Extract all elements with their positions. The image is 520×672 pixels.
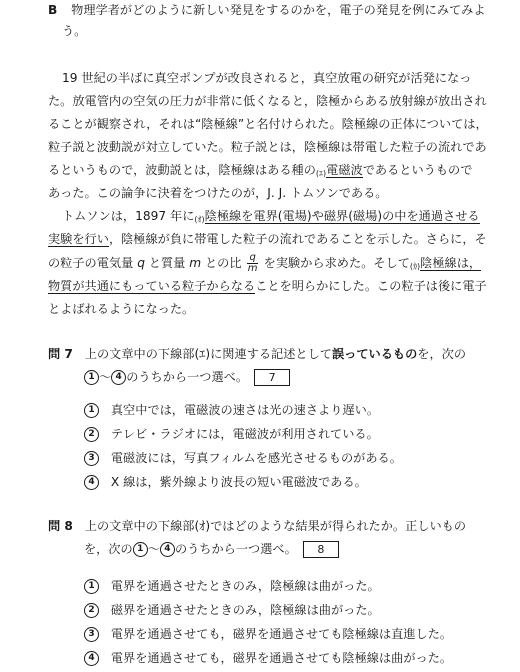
- passage-line: [62, 208, 480, 228]
- underlined-phrase-o-cont: 実験を行い: [48, 232, 109, 246]
- option-item[interactable]: [84, 600, 380, 620]
- passage-text: トムソンは，1897 年に: [62, 209, 195, 223]
- option-item[interactable]: [84, 448, 402, 468]
- option-text: 電界を通過させても，磁界を通過させても陰極線は曲がった。: [110, 651, 453, 665]
- option-number: 2: [84, 427, 99, 442]
- underline-marker-e: (ｴ): [315, 169, 327, 178]
- circled-number-1: 1: [133, 542, 148, 557]
- fraction-numerator: q: [249, 252, 256, 263]
- option-number: 1: [84, 403, 99, 418]
- question-text: を，次の: [417, 347, 467, 361]
- option-item[interactable]: [84, 400, 379, 420]
- passage-text: と質量: [144, 256, 190, 270]
- underline-marker-ka: (ｶ): [409, 262, 421, 271]
- question-text: 〜: [99, 370, 112, 384]
- passage-line: [48, 278, 487, 294]
- passage-text: の粒子の電気量: [48, 256, 138, 270]
- option-item[interactable]: [84, 576, 380, 596]
- option-text: 磁界を通過させたときのみ，陰極線は曲がった。: [110, 603, 380, 617]
- circled-number-1: 1: [84, 370, 99, 385]
- option-item[interactable]: [84, 472, 367, 492]
- option-number: 4: [84, 475, 99, 490]
- passage-text: であるというもので: [362, 163, 473, 177]
- option-number: 3: [84, 627, 99, 642]
- passage-text: ことを明らかにした。この粒子は後に電子: [255, 279, 487, 293]
- passage-line: 19 世紀の半ばに真空ポンプが改良されると，真空放電の研究が活発になっ: [62, 71, 472, 85]
- variable-q: q: [137, 256, 145, 270]
- question-text: のうちから一つ選べ。: [126, 370, 249, 384]
- passage-line: [48, 162, 472, 182]
- option-number: 4: [84, 651, 99, 666]
- passage-line: [48, 252, 481, 278]
- section-intro-line-2: う。: [62, 24, 87, 38]
- passage-text: との比: [201, 256, 246, 270]
- question-7-stem: [48, 346, 466, 362]
- question-emphasis: 誤っているもの: [331, 347, 418, 361]
- passage-text: を実験から求めた。そして: [259, 256, 410, 270]
- passage-line: ることが観察され，それは“陰極線”と名付けられた。陰極線の正体については，: [48, 117, 488, 131]
- section-label: B: [48, 3, 58, 17]
- section-intro-text: 物理学者がどのように新しい発見をするのかを，電子の発見を例にみてみよ: [71, 3, 486, 17]
- passage-text: るというもので，波動説とは，陰極線はある種の: [48, 163, 316, 177]
- circled-number-4: 4: [160, 542, 175, 557]
- fraction-denominator: m: [247, 263, 258, 274]
- option-text: 電界を通過させたときのみ，陰極線は曲がった。: [110, 579, 380, 593]
- passage-line: [48, 231, 487, 247]
- passage-line: た。放電管内の空気の圧力が非常に低くなると，陰極からある放射線が放出され: [48, 94, 487, 108]
- answer-box-7[interactable]: 7: [254, 369, 290, 386]
- circled-number-4: 4: [111, 370, 126, 385]
- passage-line: とよばれるようになった。: [48, 302, 195, 316]
- option-text: X 線は，紫外線より波長の短い電磁波である。: [110, 475, 367, 489]
- section-intro-line-1: [48, 2, 486, 18]
- variable-m: m: [189, 256, 202, 270]
- passage-line: あった。この論争に決着をつけたのが，J. J. トムソンである。: [48, 186, 388, 200]
- option-text: 真空中では，電磁波の速さは光の速さより遅い。: [110, 403, 379, 417]
- option-item[interactable]: [84, 648, 452, 668]
- question-text: 上の文章中の下線部(ｴ)に関連する記述として: [84, 347, 332, 361]
- question-8-label: 問 8: [48, 519, 73, 533]
- option-number: 3: [84, 451, 99, 466]
- option-item[interactable]: [84, 624, 452, 644]
- question-7-instruction: [84, 366, 290, 388]
- option-text: 電界を通過させても，磁界を通過させても陰極線は直進した。: [110, 627, 453, 641]
- question-text: 〜: [147, 542, 160, 556]
- passage-text: ，陰極線が負に帯電した粒子の流れであることを示した。さらに，そ: [108, 232, 487, 246]
- option-text: テレビ・ラジオには，電磁波が利用されている。: [110, 427, 379, 441]
- question-text: 上の文章中の下線部(ｵ)ではどのような結果が得られたか。正しいもの: [84, 519, 467, 533]
- passage-line: 粒子説と波動説が対立していた。粒子説とは，陰極線は帯電した粒子の流れであ: [48, 140, 487, 154]
- underlined-phrase-e: 電磁波: [326, 163, 363, 177]
- underlined-phrase-ka-cont: 物質が共通にもっている粒子からなる: [48, 279, 256, 293]
- question-text: を，次の: [84, 542, 133, 556]
- underline-marker-o: (ｵ): [194, 215, 205, 224]
- question-7-label: 問 7: [48, 347, 73, 361]
- option-item[interactable]: [84, 424, 379, 444]
- option-number: 1: [84, 579, 99, 594]
- question-8-stem: [48, 518, 466, 534]
- answer-box-8[interactable]: 8: [303, 541, 339, 558]
- charge-mass-ratio: [247, 253, 257, 274]
- question-8-instruction: [84, 538, 339, 560]
- option-number: 2: [84, 603, 99, 618]
- underlined-phrase-ka: 陰極線は，: [420, 256, 482, 270]
- underlined-phrase-o: 陰極線を電界(電場)や磁界(磁場)の中を通過させる: [204, 209, 480, 223]
- option-text: 電磁波には，写真フィルムを感光させるものがある。: [110, 451, 402, 465]
- question-text: のうちから一つ選べ。: [174, 542, 297, 556]
